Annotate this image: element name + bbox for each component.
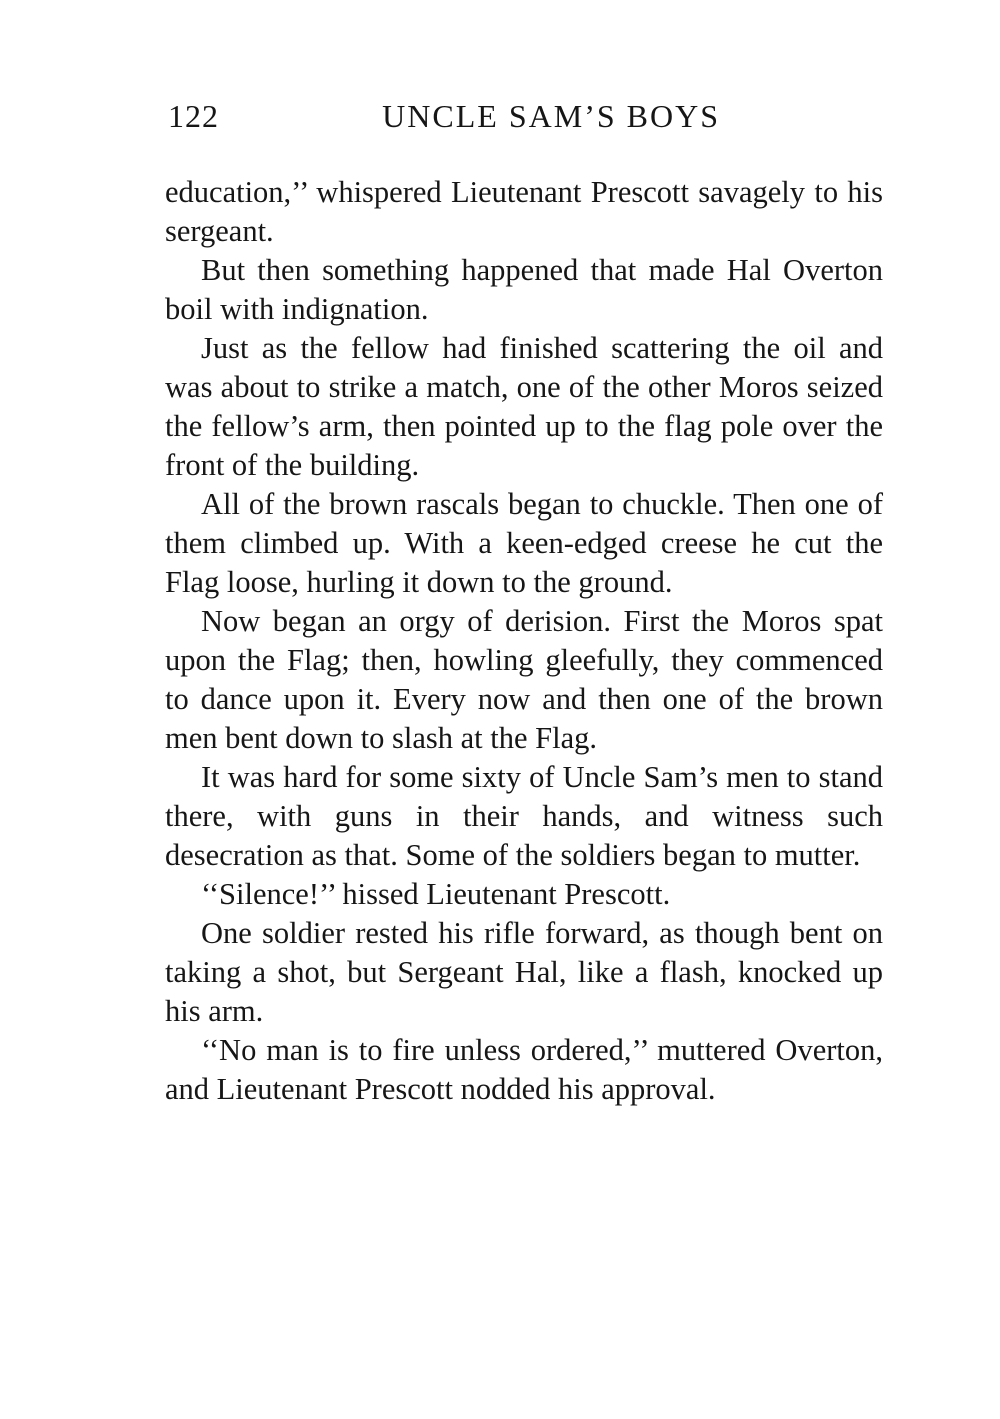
paragraph: education,’’ whispered Lieutenant Prescott savagely to his sergeant. [165, 175, 883, 248]
page-header [168, 92, 720, 140]
paragraph: All of the brown rascals began to chuckle. Then one of them climbed up. With a keen-edged creese he cut the Flag loose, hurling it down to the ground. [165, 487, 883, 599]
paragraph: It was hard for some sixty of Uncle Sam’s men to stand there, with guns in their hands, and witness such desecration as that. Some of the soldiers began to mutter. [165, 760, 883, 872]
body-text [165, 173, 883, 1109]
paragraph: ‘‘Silence!’’ hissed Lieutenant Prescott. [201, 877, 671, 911]
paragraph: Now began an orgy of derision. First the Moros spat upon the Flag; then, howling gleefully, they commenced to dance upon it. Every now and then one of the brown men bent down to slash at the Flag. [165, 604, 883, 755]
paragraph: ‘‘No man is to fire unless ordered,’’ muttered Overton, and Lieutenant Prescott nodded his approval. [165, 1033, 883, 1106]
paragraph: Just as the fellow had finished scattering the oil and was about to strike a match, one of the other Moros seized the fellow’s arm, then pointed up to the flag pole over the front of the building. [165, 331, 883, 482]
running-title: UNCLE SAM’S BOYS [382, 98, 720, 134]
paragraph: One soldier rested his rifle forward, as though bent on taking a shot, but Sergeant Hal, like a flash, knocked up his arm. [165, 916, 883, 1028]
page-number: 122 [168, 98, 219, 134]
paragraph: But then something happened that made Hal Overton boil with indignation. [165, 253, 883, 326]
